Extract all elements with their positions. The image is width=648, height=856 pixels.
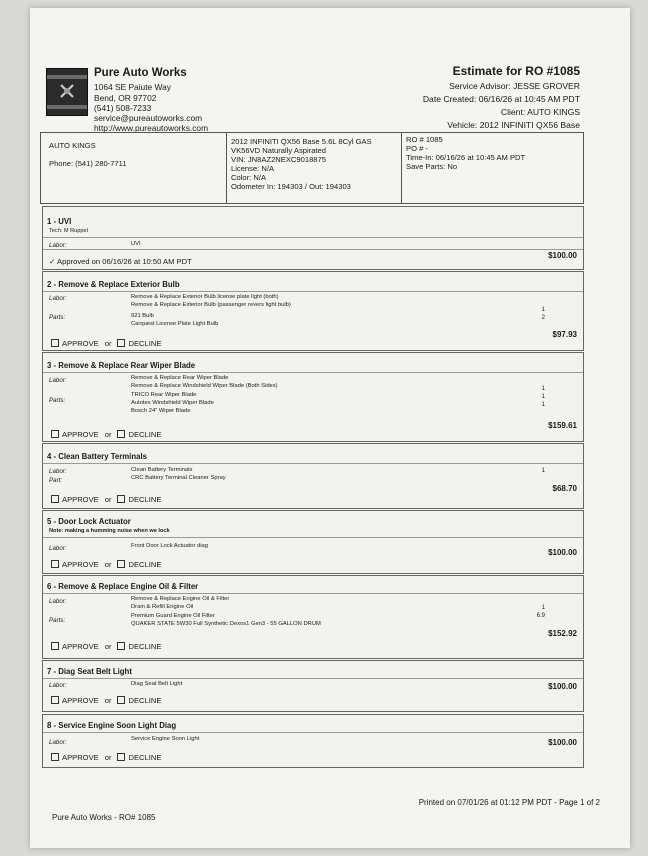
decline-checkbox[interactable] <box>117 560 125 568</box>
part-qty: 1 <box>541 386 545 392</box>
approve-label: APPROVE <box>62 696 99 705</box>
approve-decline <box>51 339 161 348</box>
part-item: Bosch 24" Wiper Blade <box>131 408 191 414</box>
job-title: 1 - UVI <box>47 217 72 226</box>
approve-decline <box>51 753 161 762</box>
vehicle: Vehicle: 2012 INFINITI QX56 Base <box>447 120 580 130</box>
or-label: or <box>104 753 112 762</box>
labor-item: UVI <box>131 241 141 247</box>
part-item: CRC Battery Terminal Cleaner Spray <box>131 475 226 481</box>
job-title: 5 - Door Lock Actuator <box>47 517 131 526</box>
vehicle-column <box>226 133 372 203</box>
labor-item: Remove & Replace Engine Oil & Filter <box>131 596 230 602</box>
approve-label: APPROVE <box>62 495 99 504</box>
approve-decline <box>51 430 161 439</box>
approve-label: APPROVE <box>62 753 99 762</box>
customer-vehicle-info <box>40 132 584 204</box>
job-price: $100.00 <box>548 682 577 691</box>
job-price: $97.93 <box>552 330 577 339</box>
part-item: QUAKER STATE 5W30 Full Synthetic Dexos1 Gen3 - 55 GALLON DRUM <box>131 621 321 627</box>
part-qty: 1 <box>541 605 545 611</box>
labor-label: Labor: <box>49 377 67 384</box>
job-title: 6 - Remove & Replace Engine Oil & Filter <box>47 582 199 591</box>
shop-website: http://www.pureautoworks.com <box>94 123 209 133</box>
customer-phone: Phone: (541) 280-7711 <box>49 159 127 168</box>
shop-phone: (541) 508-7233 <box>94 103 152 113</box>
decline-label: DECLINE <box>128 339 162 348</box>
labor-item: Clean Battery Terminals <box>131 467 193 473</box>
labor-item: Front Door Lock Actuator diag <box>131 543 209 549</box>
shop-address-1: 1064 SE Paiute Way <box>94 82 171 92</box>
decline-label: DECLINE <box>128 642 162 651</box>
job-title: 2 - Remove & Replace Exterior Bulb <box>47 280 180 289</box>
decline-checkbox[interactable] <box>117 430 125 438</box>
footer-ro: Pure Auto Works - RO# 1085 <box>52 813 156 822</box>
or-label: or <box>104 642 112 651</box>
part-item: TRICO Rear Wiper Blade <box>131 392 197 398</box>
shop-logo-icon <box>46 68 88 116</box>
vehicle-color: Color: N/A <box>231 173 267 182</box>
estimate-page <box>30 8 630 848</box>
or-label: or <box>104 495 112 504</box>
part-qty: 1 <box>541 307 545 313</box>
or-label: or <box>104 560 112 569</box>
approve-decline <box>51 642 161 651</box>
client: Client: AUTO KINGS <box>500 107 580 117</box>
or-label: or <box>104 339 112 348</box>
job-section-4 <box>42 443 584 509</box>
job-section-6 <box>42 575 584 659</box>
decline-checkbox[interactable] <box>117 339 125 347</box>
approve-checkbox[interactable] <box>51 696 59 704</box>
job-note: Note: making a humming noise when we lock <box>49 528 170 534</box>
customer-name: AUTO KINGS <box>49 141 96 150</box>
labor-label: Labor: <box>49 295 67 302</box>
shop-name: Pure Auto Works <box>94 67 187 79</box>
labor-item: Remove & Replace Exterior Bulb (passenger revers light bulb) <box>131 302 291 308</box>
decline-checkbox[interactable] <box>117 696 125 704</box>
labor-label: Labor: <box>49 242 67 249</box>
shop-email: service@pureautoworks.com <box>94 113 203 123</box>
po-number: PO # - <box>406 144 428 153</box>
labor-label: Labor: <box>49 598 67 605</box>
vehicle-odometer: Odometer In: 194303 / Out: 194303 <box>231 182 351 191</box>
printed-on: Printed on 07/01/26 at 01:12 PM PDT - Page 1 of 2 <box>418 798 600 807</box>
labor-label: Labor: <box>49 545 67 552</box>
part-qty: 1 <box>541 468 545 474</box>
labor-label: Labor: <box>49 682 67 689</box>
job-section-5 <box>42 510 584 574</box>
decline-label: DECLINE <box>128 696 162 705</box>
labor-item: Drain & Refill Engine Oil <box>131 604 194 610</box>
part-item: Carquest License Plate Light Bulb <box>131 321 219 327</box>
job-price: $152.92 <box>548 629 577 638</box>
job-price: $159.61 <box>548 421 577 430</box>
labor-item: Remove & Replace Rear Wiper Blade <box>131 375 229 381</box>
job-section-7 <box>42 660 584 712</box>
job-section-1 <box>42 206 584 270</box>
labor-item: Diag Seat Belt Light <box>131 681 183 687</box>
approve-checkbox[interactable] <box>51 753 59 761</box>
labor-label: Labor: <box>49 739 67 746</box>
approved-status: ✓ Approved on 06/16/26 at 10:50 AM PDT <box>49 257 192 266</box>
decline-label: DECLINE <box>128 495 162 504</box>
decline-label: DECLINE <box>128 560 162 569</box>
or-label: or <box>104 696 112 705</box>
labor-item: Remove & Replace Windshield Wiper Blade (Both Sides) <box>131 383 278 389</box>
approve-label: APPROVE <box>62 430 99 439</box>
job-price: $68.70 <box>552 484 577 493</box>
part-qty: 1 <box>541 394 545 400</box>
labor-item: Service Engine Soon Light <box>131 736 200 742</box>
labor-item: Remove & Replace Exterior Bulb license plate light (both) <box>131 294 279 300</box>
approve-label: APPROVE <box>62 642 99 651</box>
part-item: 921 Bulb <box>131 313 154 319</box>
approve-decline <box>51 560 161 569</box>
approve-checkbox[interactable] <box>51 339 59 347</box>
ro-column <box>401 133 526 203</box>
vehicle-vin: VIN: JN8AZ2NEXC9018875 <box>231 155 326 164</box>
approve-checkbox[interactable] <box>51 495 59 503</box>
approve-checkbox[interactable] <box>51 560 59 568</box>
ro-number: RO # 1085 <box>406 135 443 144</box>
job-title: 7 - Diag Seat Belt Light <box>47 667 132 676</box>
parts-label: Parts: <box>49 314 66 321</box>
shop-address-2: Bend, OR 97702 <box>94 93 157 103</box>
decline-checkbox[interactable] <box>117 642 125 650</box>
part-qty: 6.9 <box>536 613 545 619</box>
approve-checkbox[interactable] <box>51 642 59 650</box>
part-qty: 1 <box>541 402 545 408</box>
labor-label: Labor: <box>49 468 67 475</box>
parts-label: Parts: <box>49 397 66 404</box>
job-tech: Tech: M Ruppel <box>49 228 88 234</box>
parts-label: Parts: <box>49 617 66 624</box>
job-price: $100.00 <box>548 738 577 747</box>
approve-checkbox[interactable] <box>51 430 59 438</box>
or-label: or <box>104 430 112 439</box>
approve-decline <box>51 696 161 705</box>
estimate-title: Estimate for RO #1085 <box>452 64 580 78</box>
part-label: Part: <box>49 477 63 484</box>
decline-label: DECLINE <box>128 753 162 762</box>
job-title: 4 - Clean Battery Terminals <box>47 452 147 461</box>
approve-decline <box>51 495 161 504</box>
decline-label: DECLINE <box>128 430 162 439</box>
time-in: Time-In: 06/16/26 at 10:45 AM PDT <box>406 153 526 162</box>
vehicle-desc-2: VK56VD Naturally Aspirated <box>231 146 326 155</box>
vehicle-desc-1: 2012 INFINITI QX56 Base 5.6L 8Cyl GAS <box>231 137 372 146</box>
service-advisor: Service Advisor: JESSE GROVER <box>449 81 580 91</box>
job-price: $100.00 <box>548 251 577 260</box>
approve-label: APPROVE <box>62 339 99 348</box>
job-title: 3 - Remove & Replace Rear Wiper Blade <box>47 361 196 370</box>
decline-checkbox[interactable] <box>117 753 125 761</box>
job-section-3 <box>42 352 584 442</box>
vehicle-license: License: N/A <box>231 164 275 173</box>
decline-checkbox[interactable] <box>117 495 125 503</box>
part-item: Autotex Windshield Wiper Blade <box>131 400 214 406</box>
save-parts: Save Parts: No <box>406 162 458 171</box>
part-qty: 2 <box>541 315 545 321</box>
job-section-8 <box>42 714 584 768</box>
approve-label: APPROVE <box>62 560 99 569</box>
date-created: Date Created: 06/16/26 at 10:45 AM PDT <box>422 94 580 104</box>
part-item: Premium Guard Engine Oil Filter <box>131 613 215 619</box>
job-title: 8 - Service Engine Soon Light Diag <box>47 721 177 730</box>
job-section-2 <box>42 271 584 351</box>
job-price: $100.00 <box>548 548 577 557</box>
